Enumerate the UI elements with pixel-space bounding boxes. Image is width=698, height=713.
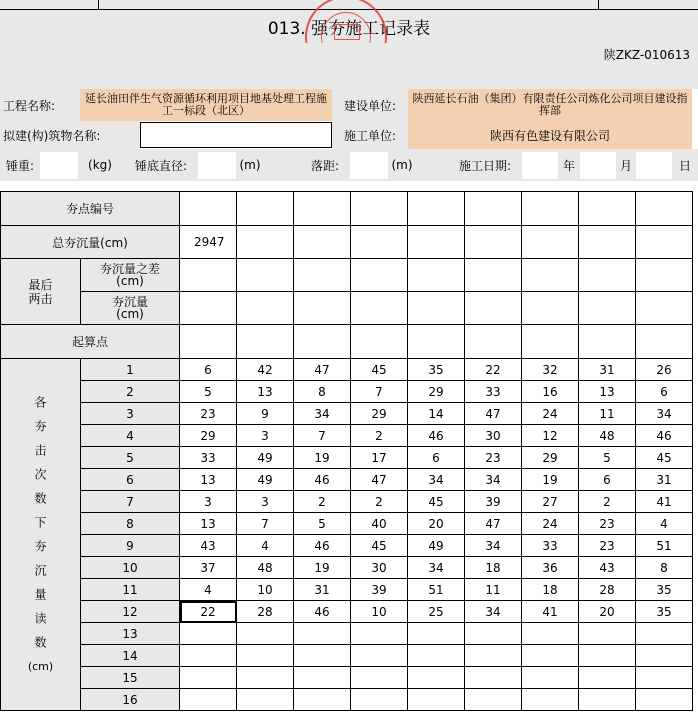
- record-table: [0, 191, 693, 711]
- reading-cell[interactable]: [294, 645, 351, 667]
- reading-cell[interactable]: 37: [180, 557, 237, 579]
- reading-cell[interactable]: [237, 645, 294, 667]
- start-label: 起算点: [1, 325, 180, 359]
- total-settlement-label: 总夯沉量(cm): [1, 226, 180, 259]
- reading-cell[interactable]: 28: [237, 601, 294, 623]
- strike-number: 8: [81, 513, 180, 535]
- cell[interactable]: [294, 259, 351, 292]
- cell[interactable]: [180, 325, 237, 359]
- reading-cell[interactable]: 46: [294, 469, 351, 491]
- cell[interactable]: [294, 325, 351, 359]
- reading-row: [1, 579, 693, 601]
- reading-cell[interactable]: 35: [636, 579, 693, 601]
- reading-cell[interactable]: 30: [351, 557, 408, 579]
- reading-cell[interactable]: [408, 645, 465, 667]
- structure-label: 拟建(构)筑物名称:: [0, 121, 140, 149]
- total-settlement-cell[interactable]: [522, 226, 579, 259]
- reading-cell[interactable]: 42: [237, 359, 294, 381]
- cell[interactable]: [579, 259, 636, 292]
- total-settlement-row: [1, 226, 693, 259]
- strike-number: 1: [81, 359, 180, 381]
- reading-cell[interactable]: [351, 623, 408, 645]
- reading-cell[interactable]: [522, 689, 579, 711]
- blank-band: [0, 181, 698, 191]
- cell[interactable]: [579, 292, 636, 325]
- year-input[interactable]: [522, 152, 558, 179]
- reading-cell[interactable]: 9: [237, 403, 294, 425]
- reading-cell[interactable]: 41: [522, 601, 579, 623]
- reading-cell[interactable]: 2: [579, 491, 636, 513]
- reading-cell[interactable]: [408, 623, 465, 645]
- reading-cell[interactable]: 51: [408, 579, 465, 601]
- reading-cell[interactable]: 4: [180, 579, 237, 601]
- reading-row: [1, 447, 693, 469]
- reading-cell[interactable]: [579, 645, 636, 667]
- reading-cell[interactable]: 8: [636, 557, 693, 579]
- cell[interactable]: [465, 259, 522, 292]
- strike-number: 11: [81, 579, 180, 601]
- last-two-label: 最后两击: [1, 259, 81, 325]
- month-input[interactable]: [580, 152, 616, 179]
- reading-cell[interactable]: 34: [408, 469, 465, 491]
- reading-cell[interactable]: 23: [579, 535, 636, 557]
- cell[interactable]: [237, 259, 294, 292]
- strike-number: 9: [81, 535, 180, 557]
- strike-number: 2: [81, 381, 180, 403]
- reading-cell[interactable]: [237, 623, 294, 645]
- reading-cell[interactable]: [465, 689, 522, 711]
- reading-cell[interactable]: 47: [351, 469, 408, 491]
- reading-cell[interactable]: 6: [408, 447, 465, 469]
- reading-cell[interactable]: 51: [636, 535, 693, 557]
- reading-cell[interactable]: 47: [465, 513, 522, 535]
- reading-row: [1, 623, 693, 645]
- reading-cell[interactable]: [408, 689, 465, 711]
- cell[interactable]: [636, 292, 693, 325]
- reading-row: [1, 491, 693, 513]
- cell[interactable]: [636, 192, 693, 226]
- reading-cell[interactable]: 36: [522, 557, 579, 579]
- cell[interactable]: [180, 192, 237, 226]
- reading-cell[interactable]: 2: [351, 425, 408, 447]
- cell[interactable]: [522, 192, 579, 226]
- reading-cell[interactable]: 22: [180, 601, 237, 623]
- reading-cell[interactable]: 19: [522, 469, 579, 491]
- cell[interactable]: [237, 192, 294, 226]
- structure-value[interactable]: [140, 122, 332, 148]
- reading-cell[interactable]: 5: [579, 447, 636, 469]
- reading-cell[interactable]: 35: [408, 359, 465, 381]
- strike-number: 15: [81, 667, 180, 689]
- reading-cell[interactable]: 6: [579, 469, 636, 491]
- reading-cell[interactable]: 7: [237, 513, 294, 535]
- reading-cell[interactable]: 47: [465, 403, 522, 425]
- reading-cell[interactable]: 18: [465, 557, 522, 579]
- page-title: 013. 强夯施工记录表: [0, 10, 698, 43]
- cell[interactable]: [351, 259, 408, 292]
- reading-cell[interactable]: 2: [351, 491, 408, 513]
- reading-cell[interactable]: [294, 689, 351, 711]
- cell[interactable]: [408, 325, 465, 359]
- total-settlement-cell[interactable]: [351, 226, 408, 259]
- reading-cell[interactable]: 39: [465, 491, 522, 513]
- reading-cell[interactable]: 47: [294, 359, 351, 381]
- reading-cell[interactable]: 14: [408, 403, 465, 425]
- reading-cell[interactable]: 34: [465, 601, 522, 623]
- strike-number: 4: [81, 425, 180, 447]
- total-settlement-cell[interactable]: [636, 226, 693, 259]
- reading-cell[interactable]: 7: [351, 381, 408, 403]
- code-row: [0, 43, 698, 63]
- total-settlement-cell[interactable]: [579, 226, 636, 259]
- drop-unit: (m): [391, 158, 413, 172]
- cell[interactable]: [237, 325, 294, 359]
- cell[interactable]: [180, 259, 237, 292]
- reading-cell[interactable]: 2: [294, 491, 351, 513]
- builder-label: 建设单位:: [332, 89, 408, 121]
- strike-number: 7: [81, 491, 180, 513]
- reading-cell[interactable]: 13: [180, 513, 237, 535]
- reading-cell[interactable]: 4: [237, 535, 294, 557]
- reading-cell[interactable]: [180, 645, 237, 667]
- reading-row: [1, 535, 693, 557]
- reading-cell[interactable]: 33: [522, 535, 579, 557]
- reading-cell[interactable]: [351, 645, 408, 667]
- reading-cell[interactable]: [522, 667, 579, 689]
- reading-cell[interactable]: 34: [408, 557, 465, 579]
- project-value: 延长油田伴生气资源循环利用项目地基处理工程施工一标段（北区）: [80, 89, 332, 121]
- reading-cell[interactable]: 49: [237, 447, 294, 469]
- reading-cell[interactable]: [636, 623, 693, 645]
- reading-cell[interactable]: 24: [522, 513, 579, 535]
- month-label: 月: [619, 158, 632, 173]
- reading-cell[interactable]: 45: [408, 491, 465, 513]
- reading-cell[interactable]: 16: [522, 381, 579, 403]
- reading-row: [1, 381, 693, 403]
- reading-cell[interactable]: 49: [408, 535, 465, 557]
- strike-number: 14: [81, 645, 180, 667]
- reading-cell[interactable]: 46: [408, 425, 465, 447]
- reading-cell[interactable]: 34: [636, 403, 693, 425]
- reading-cell[interactable]: 41: [636, 491, 693, 513]
- strike-number: 13: [81, 623, 180, 645]
- strike-number: 3: [81, 403, 180, 425]
- reading-cell[interactable]: 11: [579, 403, 636, 425]
- reading-cell[interactable]: 3: [180, 491, 237, 513]
- cell[interactable]: [465, 325, 522, 359]
- reading-cell[interactable]: [579, 623, 636, 645]
- reading-cell[interactable]: 13: [579, 381, 636, 403]
- reading-cell[interactable]: [522, 645, 579, 667]
- reading-cell[interactable]: [180, 667, 237, 689]
- reading-cell[interactable]: 5: [294, 513, 351, 535]
- reading-cell[interactable]: 3: [237, 425, 294, 447]
- reading-cell[interactable]: [180, 689, 237, 711]
- cell[interactable]: [294, 192, 351, 226]
- day-input[interactable]: [636, 152, 672, 179]
- reading-cell[interactable]: 33: [180, 447, 237, 469]
- reading-cell[interactable]: 20: [408, 513, 465, 535]
- total-settlement-cell[interactable]: 2947: [180, 226, 237, 259]
- point-no-label: 夯点编号: [1, 192, 180, 226]
- reading-cell[interactable]: 13: [237, 381, 294, 403]
- reading-cell[interactable]: 19: [294, 447, 351, 469]
- start-row: [1, 325, 693, 359]
- reading-cell[interactable]: 23: [465, 447, 522, 469]
- diff-label: 夯沉量之差(cm): [81, 259, 180, 292]
- reading-cell[interactable]: [237, 667, 294, 689]
- reading-row: [1, 425, 693, 447]
- reading-cell[interactable]: 34: [294, 403, 351, 425]
- reading-cell[interactable]: 46: [294, 535, 351, 557]
- reading-row: [1, 667, 693, 689]
- cell[interactable]: [351, 192, 408, 226]
- reading-row: [1, 359, 693, 381]
- reading-cell[interactable]: 33: [465, 381, 522, 403]
- cell[interactable]: [408, 259, 465, 292]
- reading-row: [1, 689, 693, 711]
- strike-number: 10: [81, 557, 180, 579]
- reading-cell[interactable]: 28: [579, 579, 636, 601]
- reading-cell[interactable]: [465, 645, 522, 667]
- reading-cell[interactable]: [237, 689, 294, 711]
- reading-cell[interactable]: 25: [408, 601, 465, 623]
- reading-row: [1, 645, 693, 667]
- drop-input[interactable]: [350, 152, 388, 179]
- cell[interactable]: [408, 292, 465, 325]
- reading-cell[interactable]: 48: [237, 557, 294, 579]
- settle-label: 夯沉量(cm): [81, 292, 180, 325]
- reading-cell[interactable]: 23: [180, 403, 237, 425]
- reading-cell[interactable]: 4: [636, 513, 693, 535]
- reading-cell[interactable]: 30: [465, 425, 522, 447]
- hammer-diameter-unit: (m): [239, 158, 261, 172]
- contractor-value: 陕西有色建设有限公司: [408, 121, 692, 149]
- cell[interactable]: [522, 325, 579, 359]
- reading-cell[interactable]: [351, 667, 408, 689]
- reading-cell[interactable]: 29: [522, 447, 579, 469]
- reading-cell[interactable]: 12: [522, 425, 579, 447]
- hammer-weight-label: 锤重:: [5, 158, 35, 173]
- reading-cell[interactable]: 34: [465, 535, 522, 557]
- cell[interactable]: [522, 259, 579, 292]
- reading-cell[interactable]: [351, 689, 408, 711]
- cell[interactable]: [351, 292, 408, 325]
- project-label: 工程名称:: [0, 89, 80, 121]
- cell[interactable]: [180, 292, 237, 325]
- reading-vertical-text: 各夯击次数下夯沉量读数: [33, 396, 47, 660]
- builder-value: 陕西延长石油（集团）有限责任公司炼化公司项目建设指挥部: [408, 89, 692, 121]
- reading-cell[interactable]: 27: [522, 491, 579, 513]
- reading-cell[interactable]: 10: [351, 601, 408, 623]
- settle-row: [1, 292, 693, 325]
- reading-cell[interactable]: [294, 667, 351, 689]
- cell[interactable]: [465, 192, 522, 226]
- reading-cell[interactable]: 22: [465, 359, 522, 381]
- reading-cell[interactable]: 13: [180, 469, 237, 491]
- reading-cell[interactable]: 32: [522, 359, 579, 381]
- reading-vertical-label: [1, 359, 81, 711]
- cell[interactable]: [522, 292, 579, 325]
- contractor-label: 施工单位:: [332, 121, 408, 149]
- reading-cell[interactable]: 48: [579, 425, 636, 447]
- reading-cell[interactable]: [408, 667, 465, 689]
- reading-cell[interactable]: 29: [351, 403, 408, 425]
- reading-cell[interactable]: [579, 689, 636, 711]
- reading-cell[interactable]: 10: [237, 579, 294, 601]
- hammer-weight-input[interactable]: [40, 152, 78, 179]
- cell[interactable]: [465, 292, 522, 325]
- reading-cell[interactable]: 45: [351, 359, 408, 381]
- reading-cell[interactable]: 20: [579, 601, 636, 623]
- reading-cell[interactable]: 11: [465, 579, 522, 601]
- date-label: 施工日期:: [458, 158, 512, 173]
- reading-cell[interactable]: 5: [180, 381, 237, 403]
- reading-cell[interactable]: 49: [237, 469, 294, 491]
- strike-number: 12: [81, 601, 180, 623]
- reading-cell[interactable]: 6: [180, 359, 237, 381]
- reading-cell[interactable]: [465, 623, 522, 645]
- reading-cell[interactable]: 46: [294, 601, 351, 623]
- reading-vertical-unit: (cm): [27, 660, 54, 673]
- reading-row: [1, 403, 693, 425]
- reading-cell[interactable]: 24: [522, 403, 579, 425]
- strike-number: 5: [81, 447, 180, 469]
- reading-cell[interactable]: 39: [351, 579, 408, 601]
- reading-cell[interactable]: [636, 667, 693, 689]
- reading-cell[interactable]: 19: [294, 557, 351, 579]
- reading-cell[interactable]: 7: [294, 425, 351, 447]
- hammer-diameter-input[interactable]: [198, 152, 236, 179]
- cell[interactable]: [579, 325, 636, 359]
- total-settlement-cell[interactable]: [465, 226, 522, 259]
- cell[interactable]: [579, 192, 636, 226]
- drop-label: 落距:: [310, 158, 340, 173]
- reading-row: [1, 469, 693, 491]
- reading-cell[interactable]: [636, 689, 693, 711]
- reading-cell[interactable]: [522, 623, 579, 645]
- total-settlement-cell[interactable]: [294, 226, 351, 259]
- reading-cell[interactable]: 43: [180, 535, 237, 557]
- reading-cell[interactable]: 17: [351, 447, 408, 469]
- reading-cell[interactable]: 18: [522, 579, 579, 601]
- reading-row: [1, 557, 693, 579]
- cell[interactable]: [636, 259, 693, 292]
- total-settlement-cell[interactable]: [408, 226, 465, 259]
- strike-number: 6: [81, 469, 180, 491]
- cell[interactable]: [408, 192, 465, 226]
- hammer-diameter-label: 锤底直径:: [134, 158, 188, 173]
- reading-cell[interactable]: 26: [636, 359, 693, 381]
- diff-row: [1, 259, 693, 292]
- total-settlement-cell[interactable]: [237, 226, 294, 259]
- reading-cell[interactable]: 8: [294, 381, 351, 403]
- hammer-weight-unit: (kg): [88, 158, 112, 172]
- reading-cell[interactable]: 45: [351, 535, 408, 557]
- point-no-row: [1, 192, 693, 226]
- cell[interactable]: [636, 325, 693, 359]
- reading-cell[interactable]: 46: [636, 425, 693, 447]
- reading-cell[interactable]: [180, 623, 237, 645]
- reading-cell[interactable]: [294, 623, 351, 645]
- reading-cell[interactable]: 29: [408, 381, 465, 403]
- cell[interactable]: [237, 292, 294, 325]
- spacer-row: [0, 63, 698, 89]
- reading-cell[interactable]: [465, 667, 522, 689]
- cell[interactable]: [294, 292, 351, 325]
- year-label: 年: [562, 158, 575, 173]
- reading-cell[interactable]: [636, 645, 693, 667]
- reading-row: [1, 513, 693, 535]
- reading-cell[interactable]: 6: [636, 381, 693, 403]
- cell[interactable]: [351, 325, 408, 359]
- reading-cell[interactable]: 3: [237, 491, 294, 513]
- reading-cell[interactable]: 40: [351, 513, 408, 535]
- form-code: 陕ZKZ-010613: [603, 48, 690, 62]
- reading-row: [1, 601, 693, 623]
- reading-cell[interactable]: 43: [579, 557, 636, 579]
- reading-cell[interactable]: 35: [636, 601, 693, 623]
- reading-cell[interactable]: 45: [636, 447, 693, 469]
- reading-cell[interactable]: 31: [294, 579, 351, 601]
- reading-cell[interactable]: 29: [180, 425, 237, 447]
- strike-number: 16: [81, 689, 180, 711]
- reading-cell[interactable]: 34: [465, 469, 522, 491]
- reading-cell[interactable]: 31: [636, 469, 693, 491]
- reading-cell[interactable]: 23: [579, 513, 636, 535]
- day-label: 日: [678, 158, 691, 173]
- reading-cell[interactable]: [579, 667, 636, 689]
- reading-cell[interactable]: 31: [579, 359, 636, 381]
